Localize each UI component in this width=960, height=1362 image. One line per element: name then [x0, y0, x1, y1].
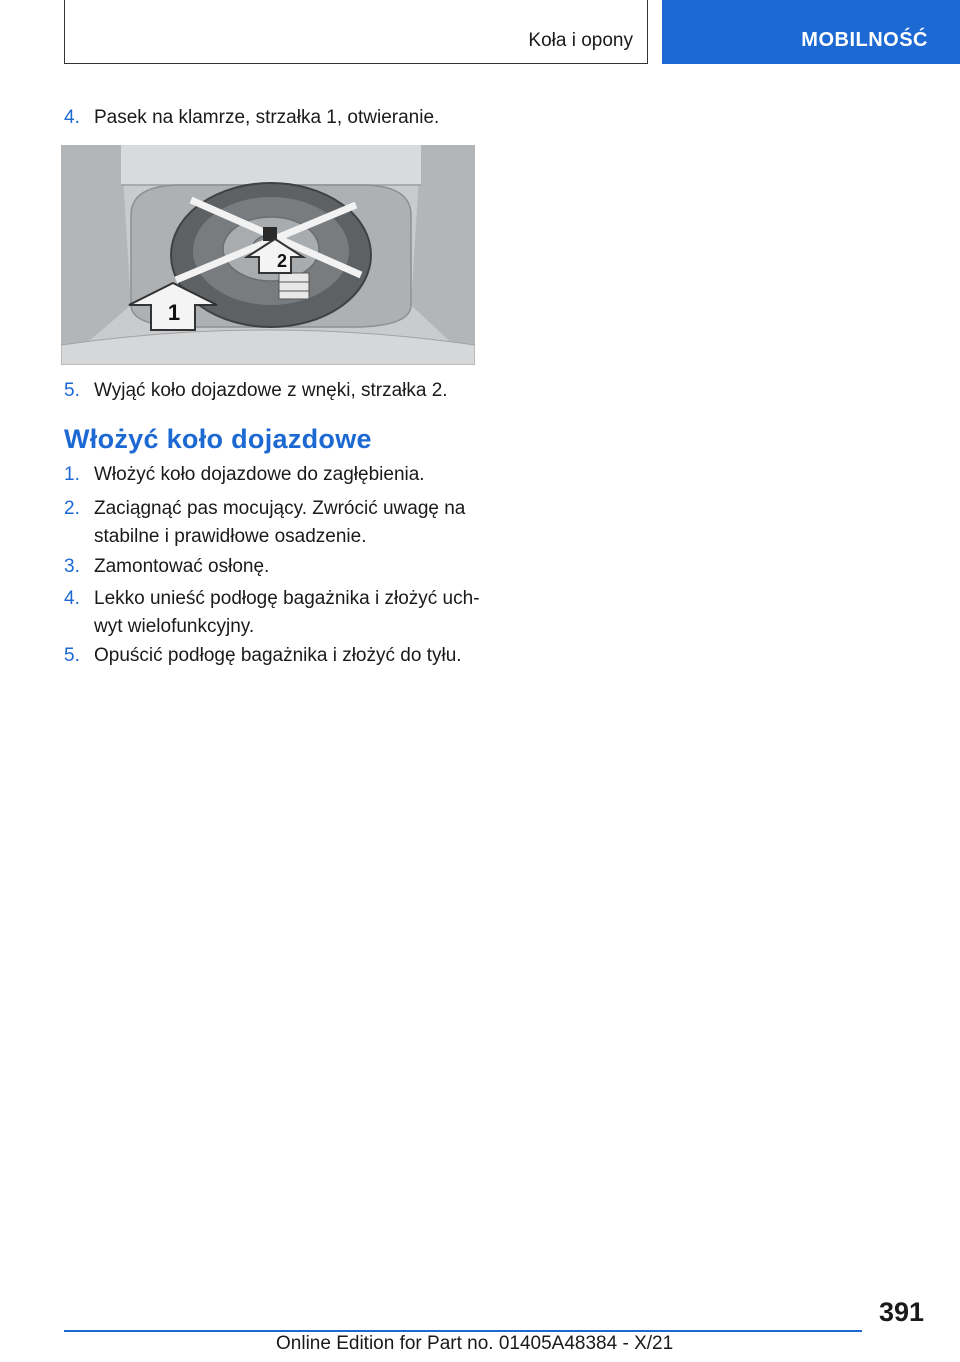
list-item [64, 377, 484, 405]
step-number: 3. [64, 556, 80, 577]
footer-edition: Online Edition for Part no. 01405A48384 - X/21 [276, 1333, 674, 1354]
list-item [64, 585, 484, 641]
section-heading: Włożyć koło dojazdowe [64, 424, 372, 454]
list-item [64, 642, 484, 670]
header-chapter-title: MOBILNOŚĆ [801, 29, 928, 51]
list-item [64, 461, 484, 489]
step-number: 4. [64, 588, 80, 609]
trunk-spare-wheel-drawing [61, 145, 475, 365]
step-number: 5. [64, 380, 80, 401]
step-text: Lekko unieść podłogę bagażnika i złożyć uchwyt wielofunkcyjny. [94, 588, 480, 637]
list-item [64, 495, 484, 551]
step-text: Zamontować osłonę. [94, 556, 270, 577]
step-number: 5. [64, 645, 80, 666]
arrow-label-2: 2 [276, 251, 288, 271]
step-text: Zaciągnąć pas mocujący. Zwrócić uwagę na stabilne i prawidłowe osadzenie. [94, 498, 466, 547]
step-text: Wyjąć koło dojazdowe z wnęki, strzałka 2. [94, 380, 448, 401]
header-chapter-tab [662, 0, 960, 64]
spare-wheel-illustration [61, 145, 475, 365]
header-section-title: Koła i opony [528, 30, 633, 51]
step-number: 1. [64, 464, 80, 485]
step-text: Pasek na klamrze, strzałka 1, otwieranie. [94, 107, 440, 128]
footer-divider [64, 1330, 862, 1332]
arrow-label-1: 1 [167, 300, 181, 325]
header-section-box [64, 0, 648, 64]
list-item [64, 104, 484, 132]
step-number: 4. [64, 107, 80, 128]
step-text: Opuścić podłogę bagażnika i złożyć do tyłu. [94, 645, 462, 666]
page-number: 391 [878, 1297, 924, 1327]
step-number: 2. [64, 498, 80, 519]
list-item [64, 553, 484, 581]
step-text: Włożyć koło dojazdowe do zagłębienia. [94, 464, 425, 485]
